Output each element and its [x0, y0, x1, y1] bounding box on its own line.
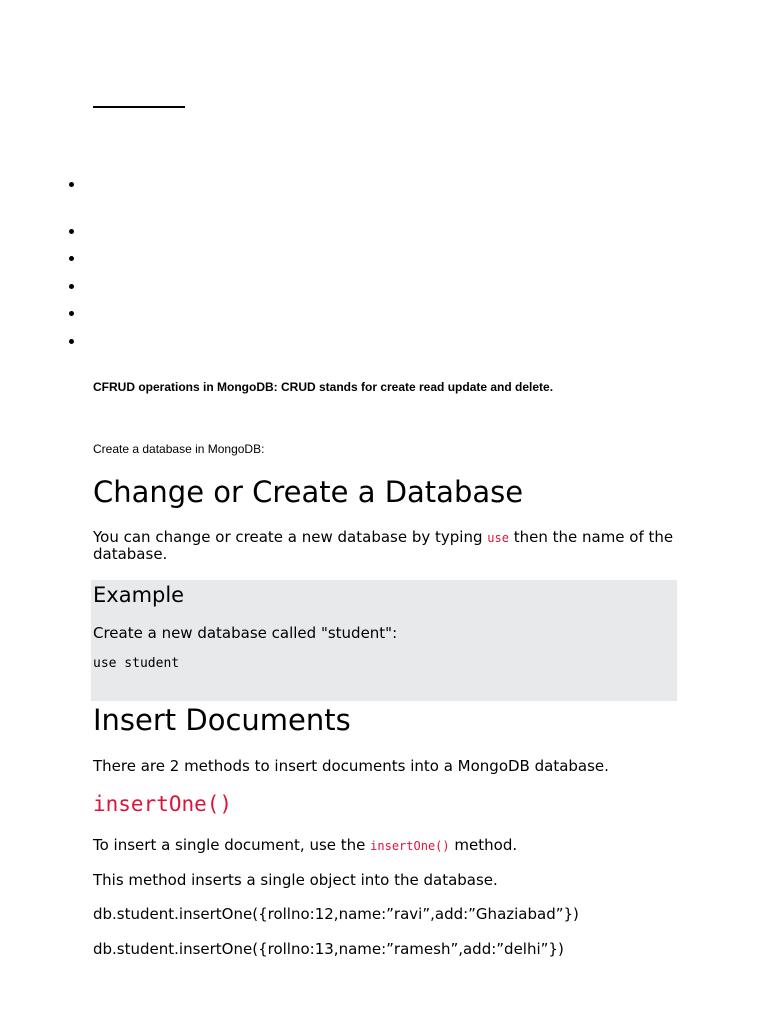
bullet [69, 284, 74, 289]
code-example-line1: db.student.insertOne({rollno:12,name:”ravi”,add:”Ghaziabad”}) [93, 905, 579, 923]
bullet [69, 339, 74, 344]
method-heading-insertone: insertOne() [93, 792, 233, 816]
bullet [69, 256, 74, 261]
bullet [69, 182, 74, 187]
bullet [69, 311, 74, 316]
insertone-text-after: method. [449, 836, 518, 854]
example-title: Example [93, 583, 185, 607]
insert-intro: There are 2 methods to insert documents into a MongoDB database. [93, 757, 609, 775]
top-rule [93, 106, 185, 108]
change-db-text-after: then the name of the [508, 528, 674, 546]
insertone-text-before: To insert a single document, use the [93, 836, 371, 854]
crud-intro: CFRUD operations in MongoDB: CRUD stands for create read update and delete. [93, 380, 554, 394]
change-db-text-before: You can change or create a new database by typing [93, 528, 488, 546]
create-db-label: Create a database in MongoDB: [93, 442, 265, 456]
insertone-description: This method inserts a single object into the database. [93, 871, 498, 889]
section-heading-insert-documents: Insert Documents [93, 703, 351, 737]
code-example-line2: db.student.insertOne({rollno:13,name:”ramesh”,add:”delhi”}) [93, 940, 564, 958]
example-description: Create a new database called "student": [93, 624, 398, 642]
use-code: use [487, 531, 509, 545]
change-db-paragraph [93, 529, 673, 547]
change-db-paragraph-line2: database. [93, 545, 168, 563]
example-code: use student [93, 656, 180, 671]
section-heading-change-db: Change or Create a Database [93, 475, 524, 509]
insertone-code: insertOne() [370, 839, 450, 853]
bullet [69, 229, 74, 234]
insertone-paragraph [93, 837, 517, 855]
